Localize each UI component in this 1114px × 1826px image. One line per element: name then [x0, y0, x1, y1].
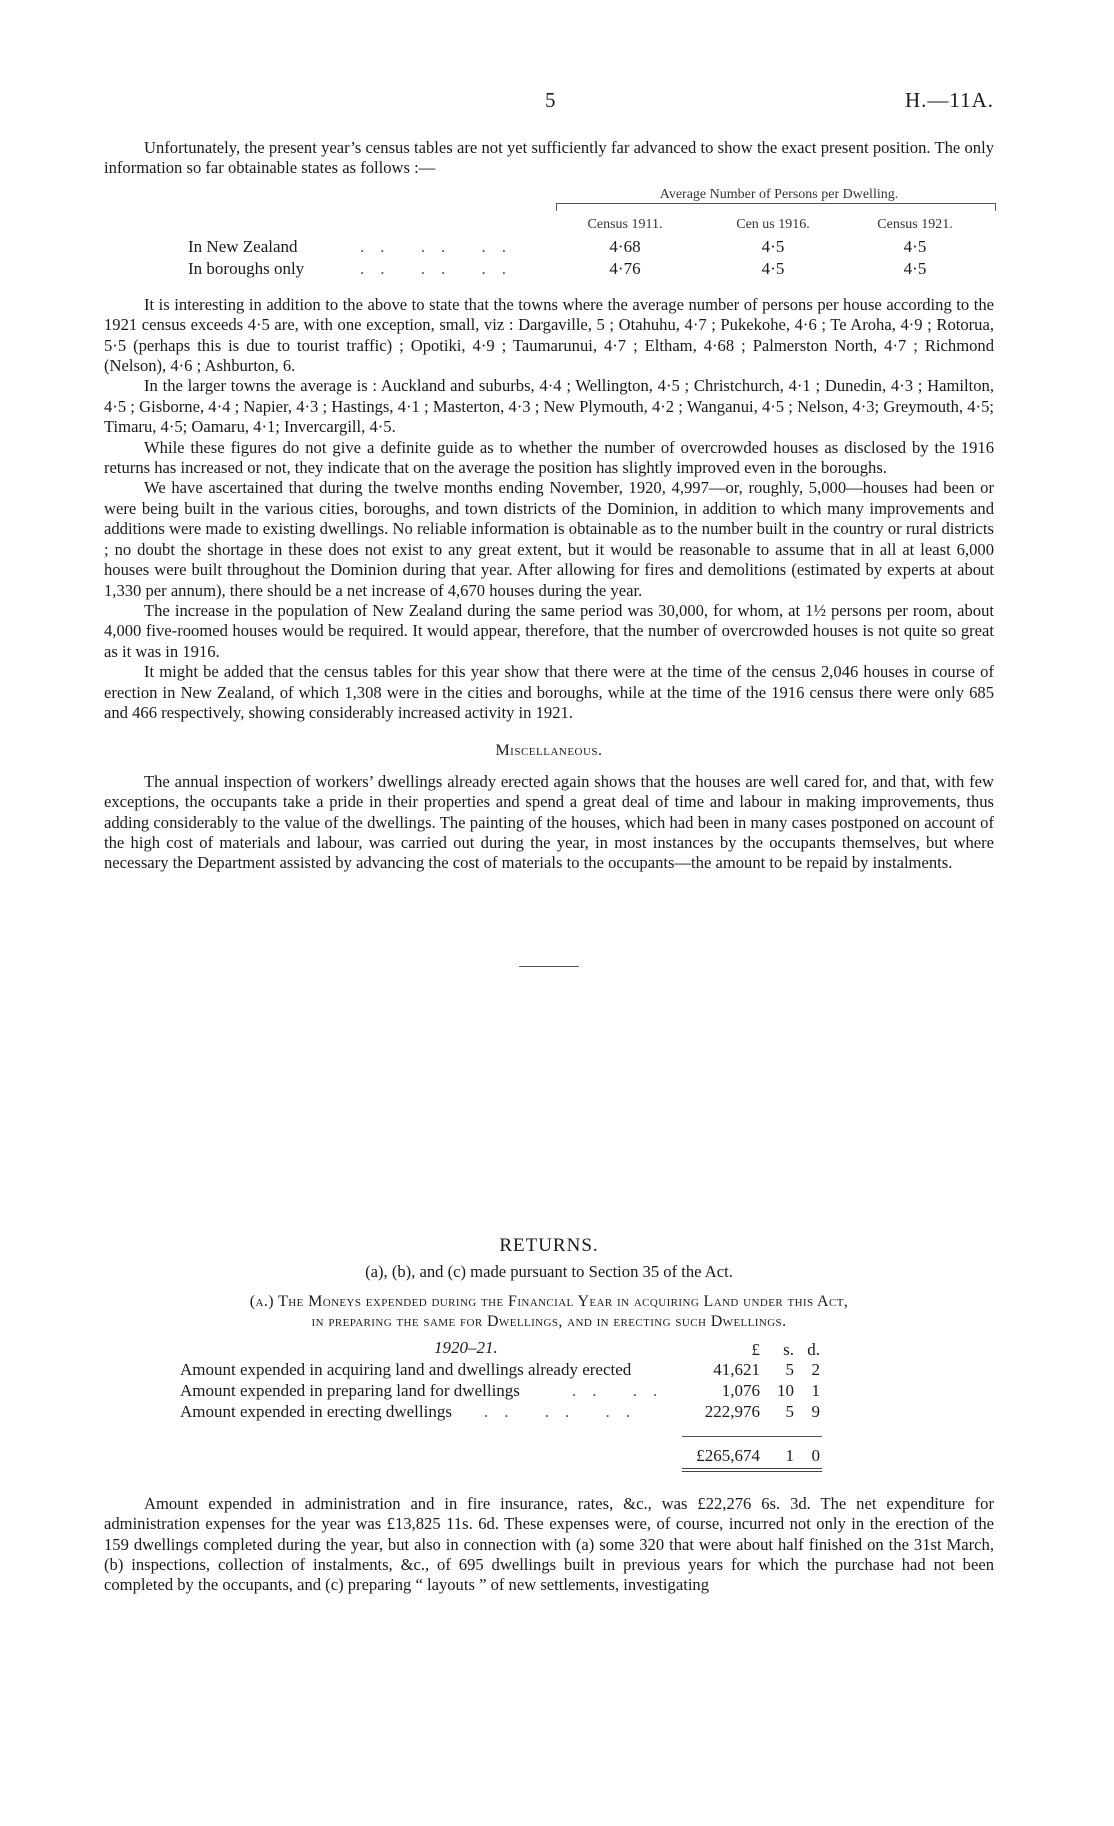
census-value: 4·5: [761, 258, 785, 278]
expenditure-label: Amount expended in preparing land for dwellings: [180, 1380, 520, 1400]
leader-dots: .. .. ..: [360, 236, 522, 256]
paragraph: While these figures do not give a definite guide as to whether the number of overcrowded houses as disclosed by the 1916 returns has increased or not, they indicate that on the average the position has slightly improved even in the boroughs.: [104, 437, 994, 478]
census-row: [104, 259, 994, 280]
paragraph: We have ascertained that during the twelve months ending November, 1920, 4,997—or, roughly, 5,000—houses had been or were being built in the various cities, boroughs, and town districts of the Dominion, in addition to which many improvements and additions were made to existing dwellings. No reliable information is obtainable as to the number built in the country or rural districts ; no doubt the shortage in these does not exist to any great extent, but it would be reasonable to assume that in all at least 6,000 houses were built throughout the Dominion during that year. After allowing for fires and demolitions (estimated by experts at about 1,330 per annum), there should be a net increase of 4,670 houses during the year.: [104, 478, 994, 600]
shillings-value: 5: [785, 1359, 794, 1379]
shillings-header: s.: [783, 1339, 794, 1359]
total-shillings: 1: [785, 1445, 794, 1465]
census-value: 4·5: [903, 258, 927, 278]
expenditure-label: Amount expended in erecting dwellings: [180, 1401, 452, 1421]
pounds-value: 222,976: [704, 1401, 760, 1421]
census-value: 4·5: [903, 236, 927, 256]
returns-caption-line: (a.) The Moneys expended during the Financial Year in acquiring Land under this Act,: [249, 1292, 849, 1310]
total-pence: 0: [811, 1445, 820, 1465]
expenditure-row: [104, 1402, 994, 1423]
pence-value: 2: [811, 1359, 820, 1379]
returns-caption: [104, 1292, 994, 1332]
returns-subtitle: (a), (b), and (c) made pursuant to Section 35 of the Act.: [365, 1262, 733, 1282]
page-number: 5: [545, 88, 556, 112]
paragraph: It might be added that the census tables for this year show that there were at the time of the census 2,046 houses in course of erection in New Zealand, of which 1,308 were in the cities and boroughs, while at the time of the 1916 census there were only 685 and 466 respectively, showing considerably increased activity in 1921.: [104, 662, 994, 722]
paragraph: The annual inspection of workers’ dwellings already erected again shows that the houses are well cared for, and that, with few exceptions, the occupants take a pride in their properties and spend a great deal of time and labour in making improvements, thus adding considerably to the value of the dwellings. The painting of the houses, which had been in many cases postponed on account of the high cost of materials and labour, was carried out during the year, in most instances by the occupants themselves, but where necessary the Department assisted by advancing the cost of materials to the occupants—the amount to be repaid by instalments.: [104, 771, 994, 873]
census-row-label: In boroughs only: [188, 258, 305, 278]
leader-dots: .. .. ..: [360, 258, 522, 278]
expenditure-row: [104, 1381, 994, 1402]
returns-caption-line: in preparing the same for Dwellings, and in erecting such Dwellings.: [311, 1312, 787, 1330]
census-row-label: In New Zealand: [188, 236, 298, 256]
shillings-value: 5: [785, 1401, 794, 1421]
census-value: 4·5: [761, 236, 785, 256]
pounds-header: £: [751, 1339, 760, 1359]
census-value: 4·68: [609, 236, 641, 256]
main-text: [104, 138, 994, 967]
total-rule: [682, 1436, 822, 1437]
shillings-value: 10: [777, 1380, 794, 1400]
pence-value: 9: [811, 1401, 820, 1421]
pence-value: 1: [811, 1380, 820, 1400]
currency-header-row: [104, 1337, 994, 1361]
census-row: [104, 237, 994, 258]
returns-title: RETURNS.: [499, 1235, 599, 1256]
series-code: H.—11A.: [904, 88, 994, 112]
page-header: [104, 88, 994, 116]
double-rule: [682, 1471, 822, 1472]
expenditure-table: [104, 1338, 994, 1470]
paragraph: In the larger towns the average is : Auckland and suburbs, 4·4 ; Wellington, 4·5 ; Christchurch, 4·1 ; Dunedin, 4·3 ; Hamilton, 4·5 ; Gisborne, 4·4 ; Napier, 4·3 ; Hastings, 4·1 ; Masterton, 4·3 ; New Plymouth, 4·2 ; Wanganui, 4·5 ; Nelson, 4·3; Greymouth, 4·5; Timaru, 4·5; Oamaru, 4·1; Invercargill, 4·5.: [104, 376, 994, 437]
pounds-value: 1,076: [721, 1380, 760, 1400]
total-row: [104, 1446, 994, 1467]
closing-paragraph: Amount expended in administration and in fire insurance, rates, &c., was £22,276 6s. 3d. The net expenditure for administration expenses for the year was £13,825 11s. 6d. These expenses were, of course, incurred not only in the erection of the 159 dwellings completed during the year, but also in connection with (a) some 320 that were about half finished on the 31st March, (b) inspections, collection of instalments, &c., of 695 dwellings built in previous years for which the purchase had not been completed by the occupants, and (c) preparing “ layouts ” of new settlements, investigating: [104, 1493, 994, 1595]
intro-paragraph: Unfortunately, the present year’s census tables are not yet sufficiently far advanced to show the exact present position. The only information so far obtainable states as follows :—: [104, 138, 994, 178]
double-rule: [682, 1468, 822, 1469]
pence-header: d.: [807, 1339, 820, 1359]
paragraph: It is interesting in addition to the above to state that the towns where the average number of persons per house according to the 1921 census exceeds 4·5 are, with one exception, small, viz : Dargaville, 5 ; Otahuhu, 4·7 ; Pukekohe, 4·6 ; Te Aroha, 4·9 ; Rotorua, 5·5 (perhaps this is due to tourist traffic) ; Opotiki, 4·9 ; Taumarunui, 4·7 ; Eltham, 4·68 ; Palmerston North, 4·7 ; Richmond (Nelson), 4·6 ; Ashburton, 6.: [104, 294, 994, 376]
section-heading-miscellaneous: Miscellaneous.: [495, 742, 603, 760]
leader-dots: .. ..: [572, 1380, 674, 1400]
census-table-heading: Average Number of Persons per Dwelling.: [659, 186, 899, 202]
leader-dots: .. .. ..: [484, 1401, 646, 1421]
census-column-header: Cen us 1916.: [736, 216, 810, 232]
returns-section: [104, 1236, 994, 1596]
expenditure-label: Amount expended in acquiring land and dwellings already erected: [180, 1359, 632, 1379]
census-value: 4·76: [609, 258, 641, 278]
expenditure-row: [104, 1360, 994, 1381]
paragraph: The increase in the population of New Zealand during the same period was 30,000, for whom, at 1½ persons per room, about 4,000 five-roomed houses would be required. It would appear, therefore, that the number of overcrowded houses is not quite so great as it was in 1916.: [104, 600, 994, 661]
census-table: [104, 185, 994, 295]
section-divider: [519, 966, 579, 967]
census-column-header: Census 1921.: [877, 216, 953, 232]
pounds-value: 41,621: [713, 1359, 760, 1379]
census-column-header: Census 1911.: [587, 216, 663, 232]
census-brace: [556, 203, 996, 211]
total-pounds: £265,674: [696, 1445, 760, 1465]
financial-year: 1920–21.: [434, 1337, 498, 1357]
